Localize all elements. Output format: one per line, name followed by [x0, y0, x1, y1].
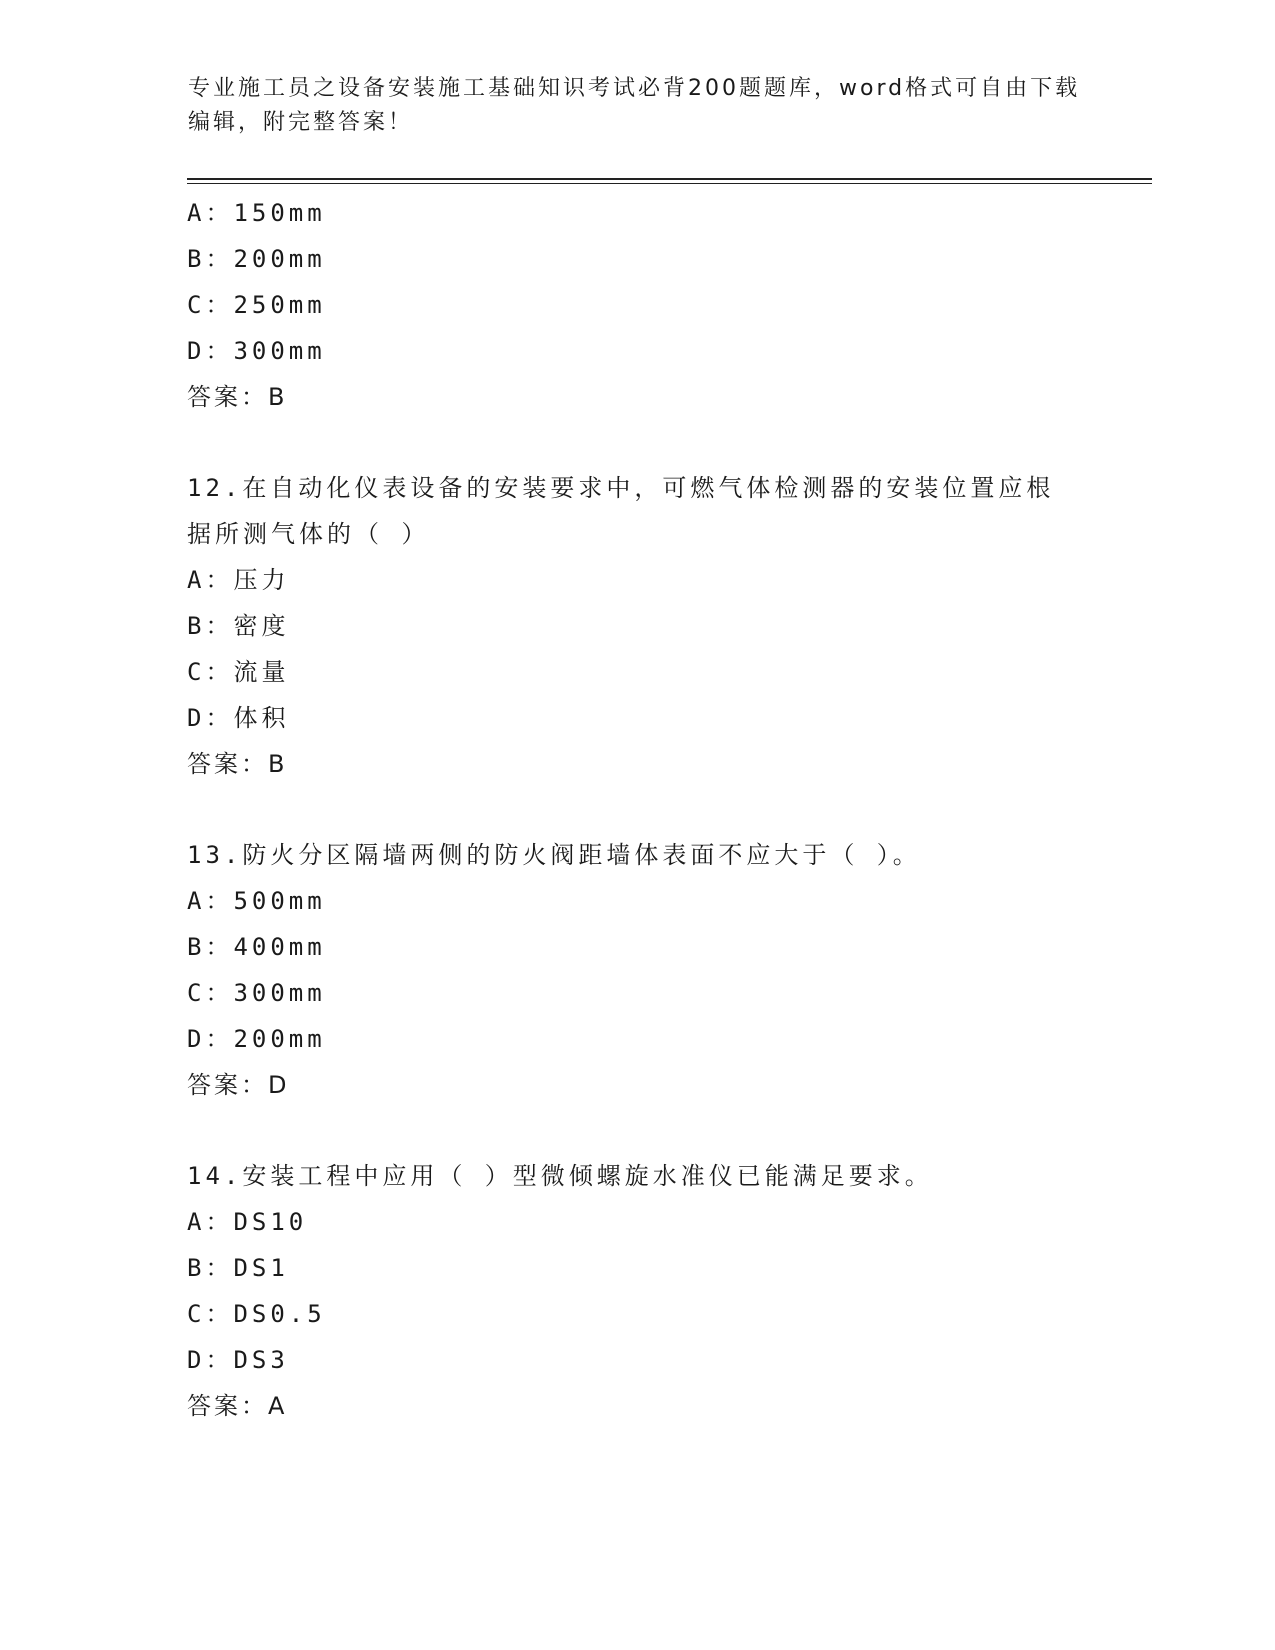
question-14 [187, 1153, 1107, 1429]
question-stem-line-1: 12.在自动化仪表设备的安装要求中，可燃气体检测器的安装位置应根 [187, 474, 1055, 502]
option-d: D：200mm [187, 1025, 326, 1053]
question-11 [187, 190, 1107, 420]
header-rule-thick [187, 178, 1152, 180]
answer-line: 答案：B [187, 383, 288, 411]
option-c: C：DS0.5 [187, 1300, 326, 1328]
header-rule-thin [187, 183, 1152, 184]
answer-line: 答案：A [187, 1392, 288, 1420]
option-d: D：体积 [187, 704, 290, 732]
answer-line: 答案：D [187, 1071, 290, 1099]
answer-line: 答案：B [187, 750, 288, 778]
option-c: C：流量 [187, 658, 290, 686]
spacer [187, 1108, 1107, 1153]
option-c: C：250mm [187, 291, 326, 319]
option-a: A：500mm [187, 887, 326, 915]
header-line-2: 编辑，附完整答案！ [188, 110, 414, 135]
option-a: A：DS10 [187, 1208, 308, 1236]
question-13 [187, 832, 1107, 1108]
option-d: D：DS3 [187, 1346, 289, 1374]
option-d: D：300mm [187, 337, 326, 365]
question-list [187, 190, 1107, 1429]
option-c: C：300mm [187, 979, 326, 1007]
option-b: B：DS1 [187, 1254, 289, 1282]
question-12 [187, 465, 1107, 787]
spacer [187, 787, 1107, 832]
option-a: A：压力 [187, 566, 290, 594]
question-stem: 14.安装工程中应用（ ）型微倾螺旋水准仪已能满足要求。 [187, 1162, 933, 1190]
option-b: B：密度 [187, 612, 290, 640]
option-a: A：150mm [187, 199, 326, 227]
document-header [188, 72, 1088, 140]
option-b: B：400mm [187, 933, 326, 961]
question-stem: 13.防火分区隔墙两侧的防火阀距墙体表面不应大于（ ）。 [187, 841, 921, 869]
option-b: B：200mm [187, 245, 326, 273]
spacer [187, 420, 1107, 465]
question-stem-line-2: 据所测气体的（ ） [187, 520, 430, 548]
header-line-1: 专业施工员之设备安装施工基础知识考试必背200题题库，word格式可自由下载 [188, 76, 1081, 101]
